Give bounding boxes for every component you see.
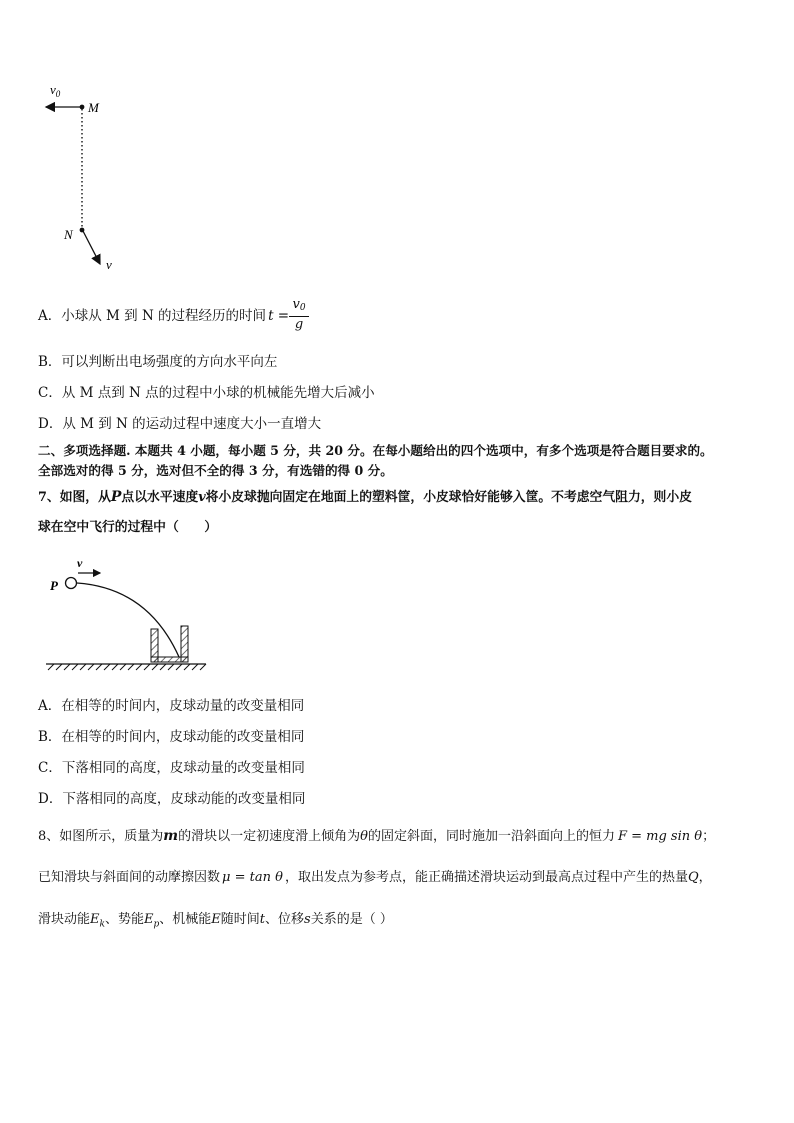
basket-bottom [151, 657, 188, 662]
figure-ball-basket [38, 558, 213, 676]
q6-formula-t: t = [268, 308, 290, 324]
ball [66, 578, 77, 589]
figure-mn-velocity-diagram [30, 75, 140, 275]
q7-stem-line1: 7、如图，从P点以水平速度v将小皮球抛向固定在地面上的塑料筐，小皮球恰好能够入筐。不考虑空气阻力，则小皮 [38, 489, 692, 505]
section2-header-line1: 二、多项选择题. 本题共 4 小题，每小题 5 分，共 20 分。在每小题给出的四个选项中，有多个选项是符合题目要求的。 [38, 443, 713, 458]
q7-option-a: A．在相等的时间内，皮球动量的改变量相同 [38, 698, 305, 714]
v-label: v [106, 257, 112, 272]
q8-stem-line2: 已知滑块与斜面间的动摩擦因数 μ = tan θ ，取出发点为参考点，能正确描述滑块运动到最高点过程中产生的热量Q， [38, 870, 712, 885]
ground-hatch [48, 664, 206, 670]
q7-option-b: B．在相等的时间内，皮球动能的改变量相同 [38, 729, 305, 745]
v0-label: $v_0$ [50, 82, 61, 99]
v-arrow [83, 231, 100, 264]
trajectory-curve [77, 583, 179, 657]
q7-option-c: C．下落相同的高度，皮球动量的改变量相同 [38, 760, 305, 776]
n-label: N [64, 227, 73, 242]
q7-stem-line2: 球在空中飞行的过程中（ ） [38, 520, 218, 535]
point-m [80, 105, 85, 110]
q7-option-d: D．下落相同的高度，皮球动能的改变量相同 [38, 791, 306, 807]
q6-option-a-text: A．小球从 M 到 N 的过程经历的时间 [38, 308, 267, 324]
q6-option-a [38, 307, 289, 325]
m-label: M [88, 100, 99, 115]
q8-stem-line3: 滑块动能$E_k$、势能$E_p$、机械能E随时间t、位移s关系的是（ ） [38, 912, 393, 930]
velocity-label: v [77, 558, 83, 570]
q6-formula-fraction [289, 297, 309, 333]
section2-header-line2: 全部选对的得 5 分，选对但不全的得 3 分，有选错的得 0 分。 [38, 463, 393, 478]
p-label: P [50, 578, 58, 593]
fraction-numerator: v0 [289, 297, 309, 317]
q6-option-d: D．从 M 到 N 的运动过程中速度大小一直增大 [38, 416, 322, 432]
q8-stem-line1: 8、如图所示，质量为m的滑块以一定初速度滑上倾角为θ的固定斜面，同时施加一沿斜面向上的恒力 F = mg sin θ； [38, 828, 716, 844]
q6-option-c: C．从 M 点到 N 点的过程中小球的机械能先增大后减小 [38, 385, 375, 401]
fraction-denominator: g [294, 317, 304, 332]
q6-option-b: B．可以判断出电场强度的方向水平向左 [38, 354, 278, 370]
